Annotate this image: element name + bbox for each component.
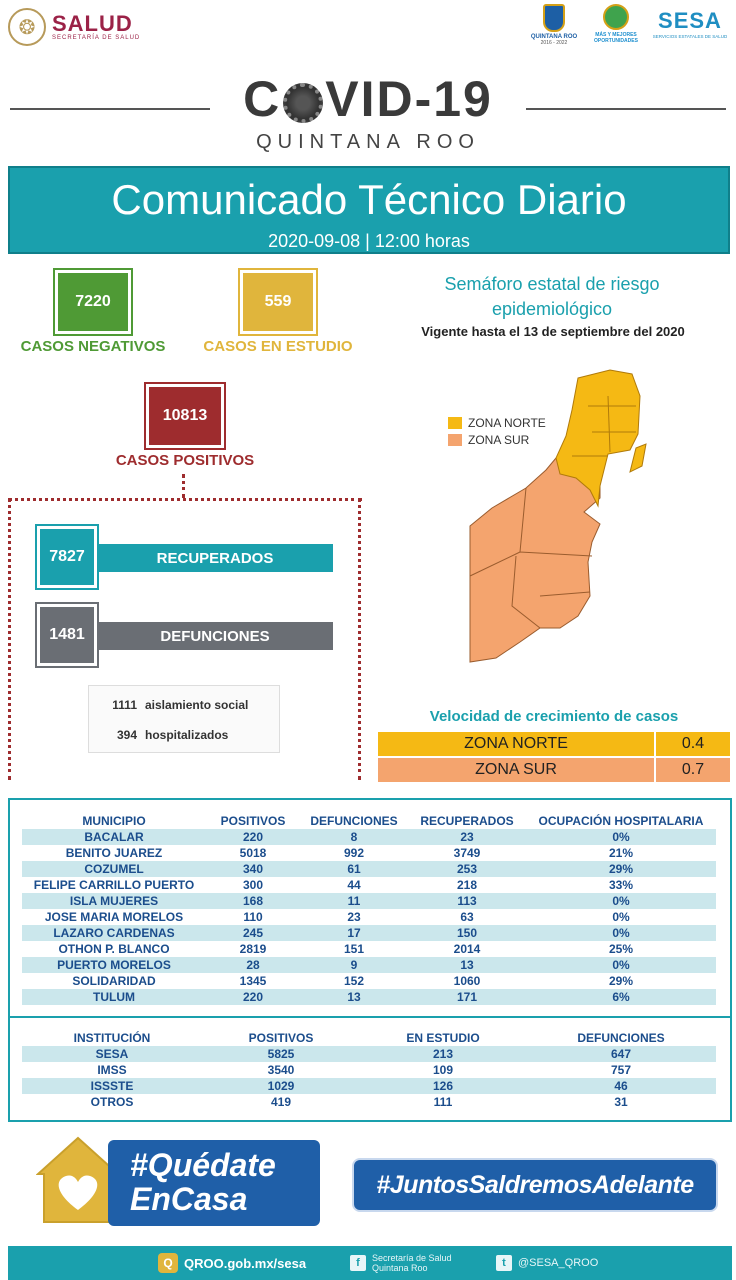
twitter-icon: t — [496, 1255, 512, 1271]
legend-item-sur: ZONA SUR — [448, 433, 546, 447]
table-row: BENITO JUAREZ 5018 992 3749 21% — [65, 846, 634, 860]
aislamiento-value: 1111 — [112, 698, 137, 712]
velocidad-row-sur: ZONA SUR 0.7 — [378, 758, 730, 782]
banner-title: Comunicado Técnico Diario — [111, 176, 627, 223]
velocidad-row-norte: ZONA NORTE 0.4 — [378, 732, 730, 756]
table-row: IMSS 3540 109 757 — [97, 1063, 632, 1077]
table-row: TULUM 220 13 171 6% — [22, 989, 716, 1005]
juntos-saldremos-banner: #JuntosSaldremosAdelante — [352, 1158, 718, 1212]
footer-twitter-link[interactable]: t @SESA_QROO — [496, 1255, 598, 1271]
connector-dotted — [8, 498, 362, 501]
zona-sur-region — [470, 452, 600, 662]
recuperados-value: 7827 — [37, 526, 97, 588]
semaforo-title: Semáforo estatal de riesgo epidemiológico — [444, 274, 660, 319]
table-row: JOSE MARIA MORELOS 110 23 63 0% — [44, 910, 630, 924]
aislamiento-label: aislamiento social — [145, 698, 249, 712]
negativos-value: 7220 — [55, 270, 131, 334]
hospitalizados-label: hospitalizados — [145, 728, 229, 742]
quedate-en-casa-banner: #Quédate EnCasa — [108, 1140, 320, 1226]
sesa-logo: SESA SERVICIOS ESTATALES DE SALUD — [652, 8, 728, 39]
virus-icon — [283, 83, 323, 123]
oportunidades-logo: MÁS Y MEJORES OPORTUNIDADES — [588, 4, 644, 44]
positivos-label: CASOS POSITIVOS — [115, 452, 255, 469]
velocidad-title: Velocidad de crecimiento de casos — [429, 708, 679, 725]
defunciones-label: DEFUNCIONES — [97, 622, 333, 650]
salud-title: SALUD — [52, 11, 133, 36]
connector-dotted — [358, 498, 361, 780]
tables-divider — [8, 1016, 732, 1018]
table-row: ISLA MUJERES 168 11 113 0% — [22, 893, 716, 909]
salud-subtitle: SECRETARÍA DE SALUD — [52, 35, 141, 41]
footer-facebook-link[interactable]: f Secretaría de Salud Quintana Roo — [350, 1253, 452, 1273]
table-row: COZUMEL 340 61 253 29% — [22, 861, 716, 877]
salud-logo — [8, 8, 140, 46]
recuperados-label: RECUPERADOS — [97, 544, 333, 572]
connector-dotted — [8, 498, 11, 780]
table-row: SESA 5825 213 647 — [22, 1046, 716, 1062]
table-row: BACALAR 220 8 23 0% — [22, 829, 716, 845]
tree-icon — [603, 4, 629, 30]
covid-title: C VID-19 — [243, 71, 493, 127]
report-banner — [8, 166, 730, 254]
table-row: FELIPE CARRILLO PUERTO 300 44 218 33% — [33, 878, 634, 892]
connector-dotted — [182, 474, 185, 498]
positivos-value: 10813 — [146, 384, 224, 448]
estudio-label: CASOS EN ESTUDIO — [203, 338, 353, 355]
negativos-label: CASOS NEGATIVOS — [20, 338, 166, 355]
table-row: PUERTO MORELOS 28 9 13 0% — [22, 957, 716, 973]
banner-date: 2020-09-08 | 12:00 horas — [268, 231, 470, 251]
table-row: OTROS 419 111 31 — [90, 1095, 628, 1109]
hospitalizados-value: 394 — [116, 728, 137, 742]
legend-item-norte: ZONA NORTE — [448, 416, 546, 430]
status-detail-box — [88, 685, 280, 753]
facebook-icon: f — [350, 1255, 366, 1271]
table-row: OTHON P. BLANCO 2819 151 2014 25% — [58, 942, 634, 956]
table-row: SOLIDARIDAD 1345 152 1060 29% — [72, 974, 634, 988]
footer-web-link[interactable]: Q QROO.gob.mx/sesa — [158, 1253, 306, 1273]
semaforo-vigencia: Vigente hasta el 13 de septiembre del 2020 — [421, 324, 685, 339]
cozumel-island — [630, 444, 646, 472]
mexico-seal-icon: ❂ — [8, 8, 46, 46]
estudio-value: 559 — [240, 270, 316, 334]
table-header: MUNICIPIO POSITIVOS DEFUNCIONES RECUPERADOS OCUPACIÓN HOSPITALARIA — [82, 814, 704, 828]
table-row: LAZARO CARDENAS 245 17 150 0% — [22, 925, 716, 941]
qroo-icon: Q — [158, 1253, 178, 1273]
quintana-roo-map — [460, 366, 660, 666]
defunciones-value: 1481 — [37, 604, 97, 666]
shield-icon — [543, 4, 565, 32]
quintana-roo-logo: QUINTANA ROO 2016 - 2022 — [526, 4, 582, 46]
region-subtitle: QUINTANA ROO — [256, 131, 480, 153]
footer-bar — [8, 1246, 732, 1280]
table-row: ISSSTE 1029 126 46 — [22, 1078, 716, 1094]
table-header: INSTITUCIÓN POSITIVOS EN ESTUDIO DEFUNCIONES — [73, 1031, 665, 1045]
